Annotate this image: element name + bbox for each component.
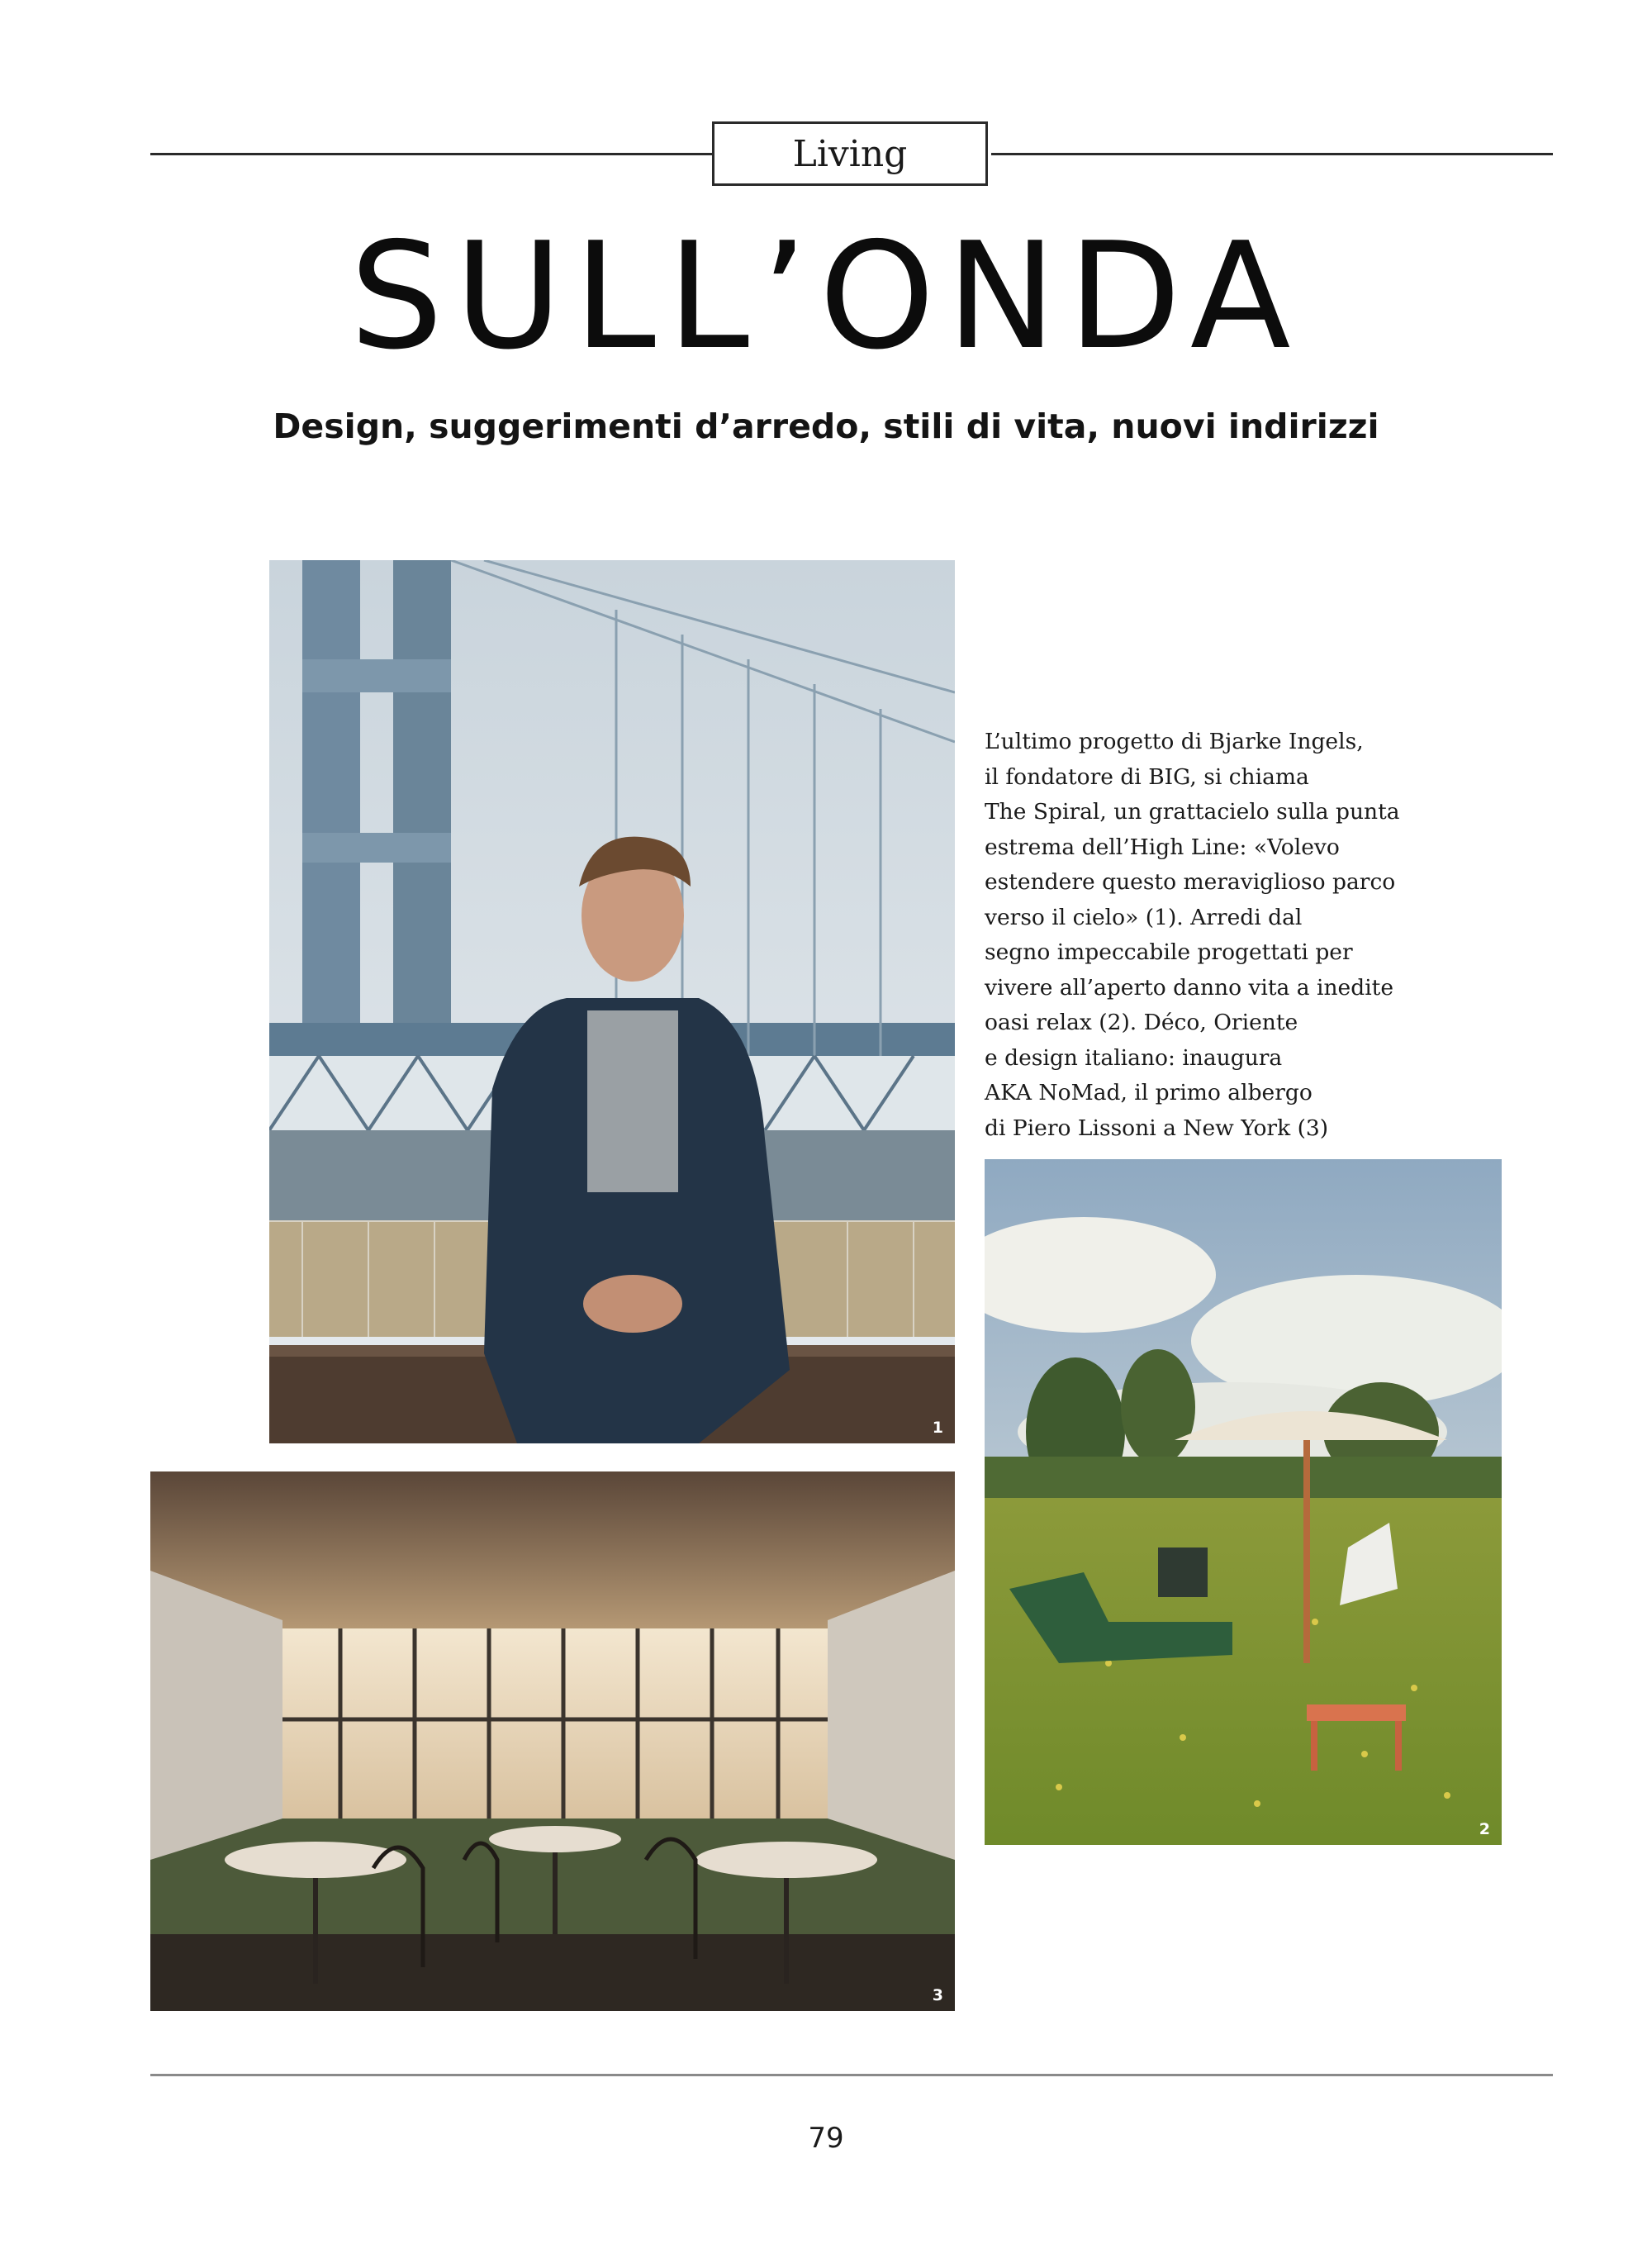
page-number: 79 — [808, 2122, 844, 2155]
caption-text: L’ultimo progetto di Bjarke Ingels, il fondatore di BIG, si chiama The Spiral, un grattacielo sulla punta estrema dell’High Line: «Volevo estendere questo meraviglioso parco verso il cielo» (1). Arredi dal segno impeccabile progettati per vivere all’aperto danno vita a inedite oasi relax (2). Déco, Oriente e design italiano: inaugura AKA NoMad, il primo albergo di Piero Lissoni a New York (3) — [985, 729, 1400, 1141]
photo-bjarke-ingels — [269, 560, 955, 1443]
photo-3-illustration — [150, 1471, 955, 2011]
footer-rule — [150, 2074, 1553, 2076]
section-tag: Living — [712, 121, 988, 186]
photo-1-illustration — [269, 560, 955, 1443]
header-rule-left — [150, 153, 712, 155]
header-rule-right — [991, 153, 1553, 155]
photo-outdoor-furniture — [985, 1159, 1502, 1845]
photo-2-illustration — [985, 1159, 1502, 1845]
photo-1-number: 1 — [932, 1419, 943, 1437]
photo-2-number: 2 — [1479, 1820, 1490, 1838]
photo-3-number: 3 — [932, 1986, 943, 2004]
page-subtitle: Design, suggerimenti d’arredo, stili di vita, nuovi indirizzi — [273, 406, 1379, 446]
page-title: SULL’ONDA — [349, 211, 1303, 382]
photo-aka-nomad-interior — [150, 1471, 955, 2011]
